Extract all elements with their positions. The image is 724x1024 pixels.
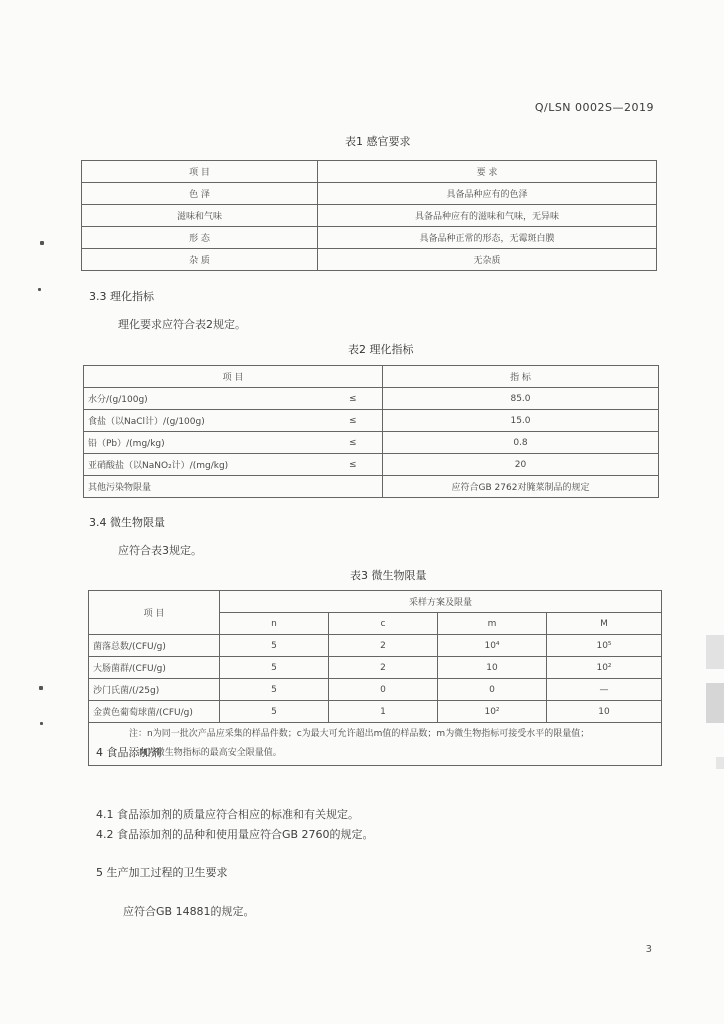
col-requirement-header: 要 求	[318, 161, 657, 183]
row-item: 其他污染物限量	[84, 476, 324, 498]
row-n: 5	[220, 635, 329, 657]
document-code: Q/LSN 0002S—2019	[534, 101, 654, 114]
row-operator: ≤	[324, 388, 383, 410]
row-item: 色 泽	[82, 183, 318, 205]
table-row	[82, 227, 657, 249]
row-M: 10²	[547, 657, 662, 679]
col-group-header: 采样方案及限量	[220, 591, 662, 613]
col-n-header: n	[220, 613, 329, 635]
table-row	[89, 701, 662, 723]
table-row	[84, 454, 659, 476]
table2-caption: 表2 理化指标	[348, 343, 414, 356]
row-item: 滋味和气味	[82, 205, 318, 227]
table-row	[89, 635, 662, 657]
table-header-row	[82, 161, 657, 183]
section-3-3-text: 理化要求应符合表2规定。	[118, 318, 246, 331]
row-c: 2	[329, 635, 438, 657]
row-value: 0.8	[383, 432, 659, 454]
row-item: 亚硝酸盐（以NaNO₂计）/(mg/kg)	[84, 454, 324, 476]
row-value: 应符合GB 2762对腌菜制品的规定	[383, 476, 659, 498]
table-row	[82, 205, 657, 227]
row-m: 10²	[438, 701, 547, 723]
table3-caption: 表3 微生物限量	[350, 569, 427, 582]
page-edge-shadow	[706, 635, 724, 669]
page-edge-shadow	[716, 757, 724, 769]
row-m: 0	[438, 679, 547, 701]
row-item: 沙门氏菌/(/25g)	[89, 679, 220, 701]
col-c-header: c	[329, 613, 438, 635]
table-row	[84, 410, 659, 432]
row-requirement: 无杂质	[318, 249, 657, 271]
row-c: 2	[329, 657, 438, 679]
row-item: 水分/(g/100g)	[84, 388, 324, 410]
row-n: 5	[220, 679, 329, 701]
row-item: 形 态	[82, 227, 318, 249]
col-item-header: 项 目	[89, 591, 220, 635]
col-item-header: 项 目	[82, 161, 318, 183]
row-item: 金黄色葡萄球菌/(CFU/g)	[89, 701, 220, 723]
row-operator: ≤	[324, 454, 383, 476]
row-requirement: 具备品种应有的滋味和气味，无异味	[318, 205, 657, 227]
page-number: 3	[645, 944, 652, 955]
table-note	[89, 723, 662, 766]
col-M-header: M	[547, 613, 662, 635]
table3-microbial-limits	[88, 590, 662, 766]
page-edge-shadow	[706, 683, 724, 723]
binding-hole-mark	[39, 686, 43, 690]
table-row	[84, 476, 659, 498]
row-value: 85.0	[383, 388, 659, 410]
row-operator: ≤	[324, 432, 383, 454]
row-requirement: 具备品种应有的色泽	[318, 183, 657, 205]
col-item-header: 项 目	[84, 366, 383, 388]
row-item: 食盐（以NaCl计）/(g/100g)	[84, 410, 324, 432]
row-operator	[324, 476, 383, 498]
section-5-text: 应符合GB 14881的规定。	[123, 905, 255, 918]
section-3-4-heading: 3.4 微生物限量	[89, 516, 165, 529]
table-note-row	[89, 723, 662, 766]
row-item: 铅（Pb）/(mg/kg)	[84, 432, 324, 454]
binding-hole-mark	[40, 241, 44, 245]
row-item: 大肠菌群/(CFU/g)	[89, 657, 220, 679]
row-n: 5	[220, 657, 329, 679]
section-4-heading: 4 食品添加剂	[96, 746, 162, 759]
table-header-row	[89, 591, 662, 613]
row-value: 15.0	[383, 410, 659, 432]
section-4-2-text: 4.2 食品添加剂的品种和使用量应符合GB 2760的规定。	[96, 828, 374, 841]
note-line-1: 注：n为同一批次产品应采集的样品件数；c为最大可允许超出m值的样品数；m为微生物指标可接受水平的限量值；	[129, 729, 590, 739]
table-row	[82, 249, 657, 271]
row-M: —	[547, 679, 662, 701]
row-operator: ≤	[324, 410, 383, 432]
col-m-header: m	[438, 613, 547, 635]
row-requirement: 具备品种正常的形态，无霉斑白膜	[318, 227, 657, 249]
row-item: 菌落总数/(CFU/g)	[89, 635, 220, 657]
table1-caption: 表1 感官要求	[345, 135, 411, 148]
table-row	[82, 183, 657, 205]
section-4-1-text: 4.1 食品添加剂的质量应符合相应的标准和有关规定。	[96, 808, 359, 821]
table1-sensory-requirements	[81, 160, 657, 271]
row-value: 20	[383, 454, 659, 476]
table-row	[84, 432, 659, 454]
table2-physicochemical	[83, 365, 659, 498]
row-M: 10⁵	[547, 635, 662, 657]
row-c: 0	[329, 679, 438, 701]
row-m: 10	[438, 657, 547, 679]
binding-hole-mark	[40, 722, 43, 725]
col-value-header: 指 标	[383, 366, 659, 388]
section-3-3-heading: 3.3 理化指标	[89, 290, 154, 303]
table-row	[84, 388, 659, 410]
binding-hole-mark	[38, 288, 41, 291]
row-m: 10⁴	[438, 635, 547, 657]
table-row	[89, 679, 662, 701]
row-M: 10	[547, 701, 662, 723]
row-item: 杂 质	[82, 249, 318, 271]
section-3-4-text: 应符合表3规定。	[118, 544, 202, 557]
row-n: 5	[220, 701, 329, 723]
note-line-2: M为微生物指标的最高安全限量值。	[139, 748, 282, 758]
table-header-row	[84, 366, 659, 388]
section-5-heading: 5 生产加工过程的卫生要求	[96, 866, 228, 879]
row-c: 1	[329, 701, 438, 723]
table-row	[89, 657, 662, 679]
